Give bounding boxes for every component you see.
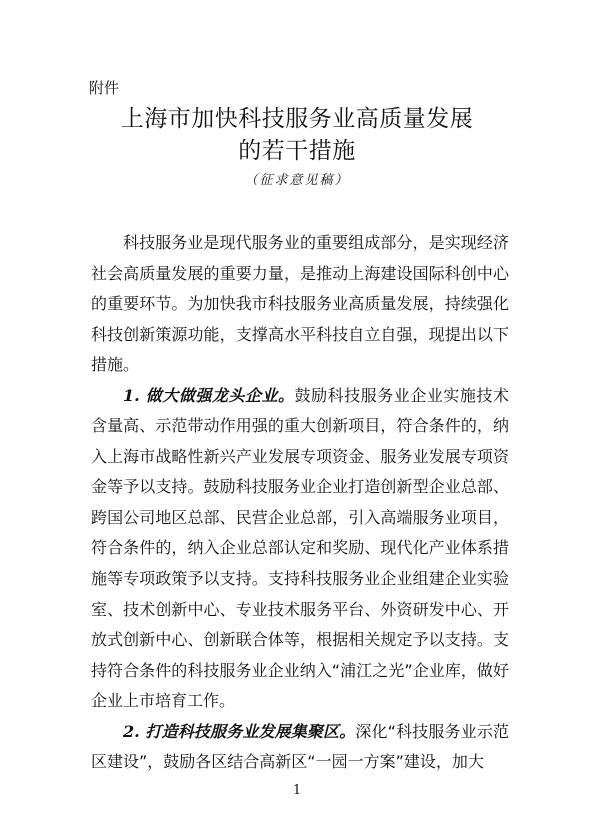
measure-1-text: 鼓励科技服务业企业实施技术含量高、示范带动作用强的重大创新项目，符合条件的，纳入上海市战略性新兴产业发展专项资金、服务业发展专项资金等予以支持。鼓励科技服务业企业打造创新型企业总部、跨国公司地区总部、民营企业总部，引入高端服务业项目，符合条件的，纳入企业总部认定和奖励、现代化产业体系措施等专项政策予以支持。支持科技服务业企业组建企业实验室、技术创新中心、专业技术服务平台、外资研发中心、开放式创新中心、创新联合体等，根据相关规定予以支持。支持符合条件的科技服务业企业纳入“浦江之光”企业库，做好企业上市培育工作。 [91,385,509,711]
page-number: 1 [292,783,302,798]
measure-1-heading: 1. 做大做强龙头企业。 [123,385,295,405]
intro-paragraph [91,228,509,381]
document-title-line-2: 的若干措施 [238,138,356,164]
document-title-line-1: 上海市加快科技服务业高质量发展 [120,106,474,132]
measure-2-paragraph [91,717,509,778]
attachment-label: 附件 [89,79,120,97]
document-subtitle: （征求意见稿） [244,173,350,188]
measure-2-text: 深化“科技服务业示范区建设”，鼓励各区结合高新区“一园一方案”建设，加大 [91,721,509,772]
document-body [91,228,509,778]
measure-2-heading: 2. 打造科技服务业发展集聚区。 [123,721,356,741]
measure-1-paragraph [91,381,509,717]
intro-paragraph-text: 科技服务业是现代服务业的重要组成部分，是实现经济社会高质量发展的重要力量，是推动上海建设国际科创中心的重要环节。为加快我市科技服务业高质量发展，持续强化科技创新策源功能，支撑高水平科技自立自强，现提出以下措施。 [91,233,509,375]
